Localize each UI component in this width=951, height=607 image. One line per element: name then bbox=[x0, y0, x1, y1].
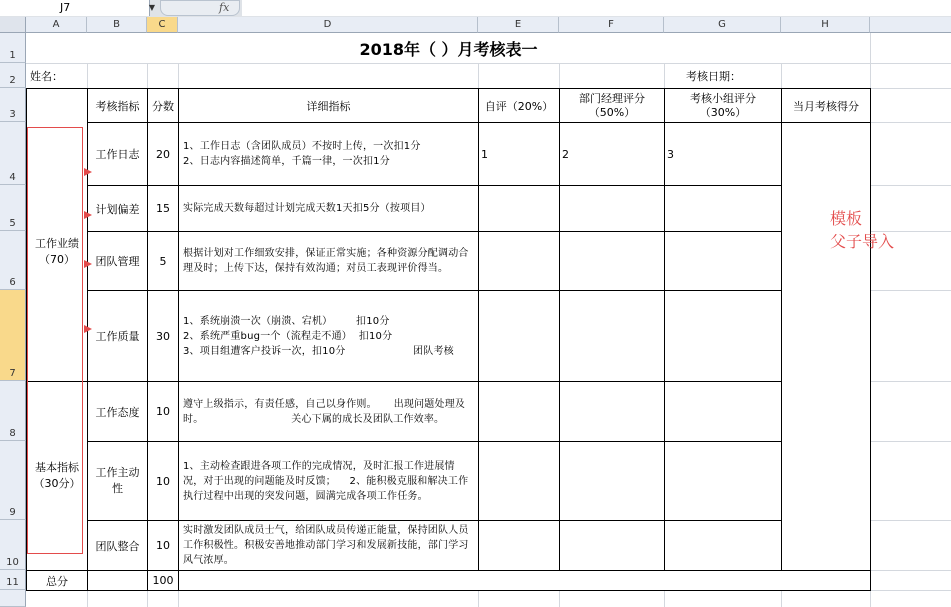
row-header-8[interactable]: 8 bbox=[0, 381, 26, 441]
formula-bar bbox=[0, 0, 951, 18]
date-label[interactable]: 考核日期： bbox=[686, 69, 741, 83]
gridline bbox=[781, 590, 782, 607]
column-header-d[interactable]: D bbox=[178, 17, 478, 33]
gridline bbox=[87, 590, 88, 607]
header-group-eval[interactable]: 考核小组评分 （30%） bbox=[690, 91, 756, 119]
table-border bbox=[26, 590, 871, 591]
column-header-h[interactable]: H bbox=[781, 17, 870, 33]
gridline bbox=[870, 381, 951, 382]
row-header-1[interactable]: 1 bbox=[0, 33, 26, 63]
metric-cell[interactable]: 工作质量 bbox=[95, 330, 140, 343]
annotation-bracket bbox=[27, 127, 83, 554]
row-header-6[interactable]: 6 bbox=[0, 231, 26, 290]
table-border bbox=[870, 88, 871, 591]
dept-eval-cell[interactable]: 2 bbox=[562, 147, 569, 161]
header-dept-eval[interactable]: 部门经理评分 （50%） bbox=[579, 91, 645, 119]
row-header-4[interactable]: 4 bbox=[0, 122, 26, 185]
select-all-corner[interactable] bbox=[0, 17, 26, 33]
row-header-10[interactable]: 10 bbox=[0, 520, 26, 570]
header-metric[interactable]: 考核指标 bbox=[95, 99, 140, 113]
formula-input[interactable] bbox=[242, 0, 951, 16]
column-header-e[interactable]: E bbox=[478, 17, 559, 33]
row-header-12 bbox=[0, 590, 26, 607]
score-cell[interactable]: 30 bbox=[156, 329, 170, 343]
row-header-3[interactable]: 3 bbox=[0, 88, 26, 122]
sheet-title[interactable]: 2018年（ ）月考核表一 bbox=[359, 39, 538, 59]
gridline bbox=[478, 590, 479, 607]
score-cell[interactable]: 10 bbox=[156, 539, 170, 552]
group-basic[interactable]: 基本指标 （30分） bbox=[33, 461, 81, 490]
score-cell[interactable]: 5 bbox=[159, 254, 167, 268]
gridline bbox=[781, 63, 782, 88]
detail-cell[interactable]: 遵守上级指示，有责任感，自己以身作则。 出现问题处理及时。 关心下属的成长及团队工作效率。 bbox=[183, 398, 466, 425]
metric-cell[interactable]: 工作日志 bbox=[95, 148, 140, 161]
gridline bbox=[178, 63, 179, 88]
annotation-flag-icon bbox=[84, 211, 92, 219]
metric-cell[interactable]: 团队整合 bbox=[95, 539, 140, 553]
detail-cell[interactable]: 1、系统崩溃一次（崩溃、宕机） 扣10分 2、系统严重bug一个（流程走不通） 扣10分 3、项目组遭客户投诉一次，扣10分 团队考核 bbox=[183, 315, 454, 357]
score-cell[interactable]: 15 bbox=[156, 202, 170, 215]
detail-cell[interactable]: 根据计划对工作细致安排，保证正常实施；各种资源分配调动合理及时；上传下达，保持有效沟通；对员工表现评价得当。 bbox=[183, 248, 469, 274]
insert-function-button[interactable]: fx bbox=[160, 0, 240, 16]
annotation-note-line1: 模板 bbox=[830, 209, 863, 228]
detail-cell[interactable]: 1、工作日志（含团队成员）不按时上传，一次扣1分 2、日志内容描述简单，千篇一律，一次扣1分 bbox=[183, 141, 421, 167]
row-header-5[interactable]: 5 bbox=[0, 185, 26, 231]
gridline bbox=[478, 63, 479, 88]
column-header-c[interactable]: C bbox=[147, 17, 178, 33]
table-border bbox=[781, 88, 782, 571]
score-cell[interactable]: 10 bbox=[156, 405, 170, 418]
metric-cell[interactable]: 工作主动 性 bbox=[95, 466, 140, 495]
column-header-f[interactable]: F bbox=[559, 17, 664, 33]
gridline bbox=[870, 570, 951, 571]
header-month-score[interactable]: 当月考核得分 bbox=[793, 99, 859, 113]
gridline bbox=[870, 185, 951, 186]
gridline bbox=[664, 63, 665, 88]
score-cell[interactable]: 10 bbox=[156, 474, 170, 488]
column-header-a[interactable]: A bbox=[26, 17, 87, 33]
row-header-2[interactable]: 2 bbox=[0, 63, 26, 88]
column-header-b[interactable]: B bbox=[87, 17, 147, 33]
table-border bbox=[478, 88, 479, 571]
column-header-g[interactable]: G bbox=[664, 17, 781, 33]
detail-cell[interactable]: 实际完成天数每超过计划完成天数1天扣5分（按项目） bbox=[183, 203, 431, 214]
name-label[interactable]: 姓名： bbox=[30, 69, 63, 83]
header-self-eval[interactable]: 自评（20%） bbox=[484, 99, 554, 113]
header-detail[interactable]: 详细指标 bbox=[306, 99, 351, 113]
total-label[interactable]: 总分 bbox=[46, 574, 68, 588]
gridline bbox=[870, 441, 951, 442]
metric-cell[interactable]: 团队管理 bbox=[95, 255, 140, 268]
group-performance[interactable]: 工作业绩 （70） bbox=[35, 236, 79, 266]
table-border bbox=[559, 88, 560, 571]
gridline bbox=[87, 63, 88, 88]
total-value[interactable]: 100 bbox=[152, 574, 174, 587]
header-score[interactable]: 分数 bbox=[152, 99, 174, 113]
name-box-dropdown-icon[interactable]: ▼ bbox=[148, 3, 156, 12]
table-border bbox=[664, 88, 665, 571]
metric-cell[interactable]: 工作态度 bbox=[95, 405, 140, 419]
column-header-blank bbox=[870, 17, 951, 33]
gridline bbox=[870, 520, 951, 521]
gridline bbox=[664, 590, 665, 607]
detail-cell[interactable]: 实时激发团队成员士气，给团队成员传递正能量，保持团队人员工作积极性。积极安善地推动部门学习和发展新技能，部门学习风气浓厚。 bbox=[183, 525, 469, 566]
gridline bbox=[870, 63, 951, 64]
name-box[interactable]: J7 bbox=[0, 0, 150, 16]
self-eval-cell[interactable]: 1 bbox=[481, 147, 488, 161]
gridline bbox=[870, 590, 951, 591]
gridline bbox=[147, 63, 148, 88]
group-eval-cell[interactable]: 3 bbox=[667, 147, 674, 161]
metric-cell[interactable]: 计划偏差 bbox=[95, 202, 140, 216]
annotation-flag-icon bbox=[84, 260, 92, 268]
gridline bbox=[870, 122, 951, 123]
annotation-flag-icon bbox=[84, 325, 92, 333]
row-header-7[interactable]: 7 bbox=[0, 290, 26, 381]
gridline bbox=[870, 88, 951, 89]
row-header-11[interactable]: 11 bbox=[0, 570, 26, 590]
gridline bbox=[559, 63, 560, 88]
annotation-note-line2: 父子导入 bbox=[830, 232, 895, 251]
gridline bbox=[559, 590, 560, 607]
score-cell[interactable]: 20 bbox=[156, 147, 170, 161]
gridline bbox=[147, 590, 148, 607]
annotation-flag-icon bbox=[84, 168, 92, 176]
row-header-9[interactable]: 9 bbox=[0, 441, 26, 520]
detail-cell[interactable]: 1、主动检查跟进各项工作的完成情况，及时汇报工作进展情况，对于出现的问题能及时反馈； 2、能积极克服和解决工作执行过程中出现的突发问题，圆满完成各项工作任务。 bbox=[183, 460, 469, 502]
gridline bbox=[870, 290, 951, 291]
gridline bbox=[178, 590, 179, 607]
